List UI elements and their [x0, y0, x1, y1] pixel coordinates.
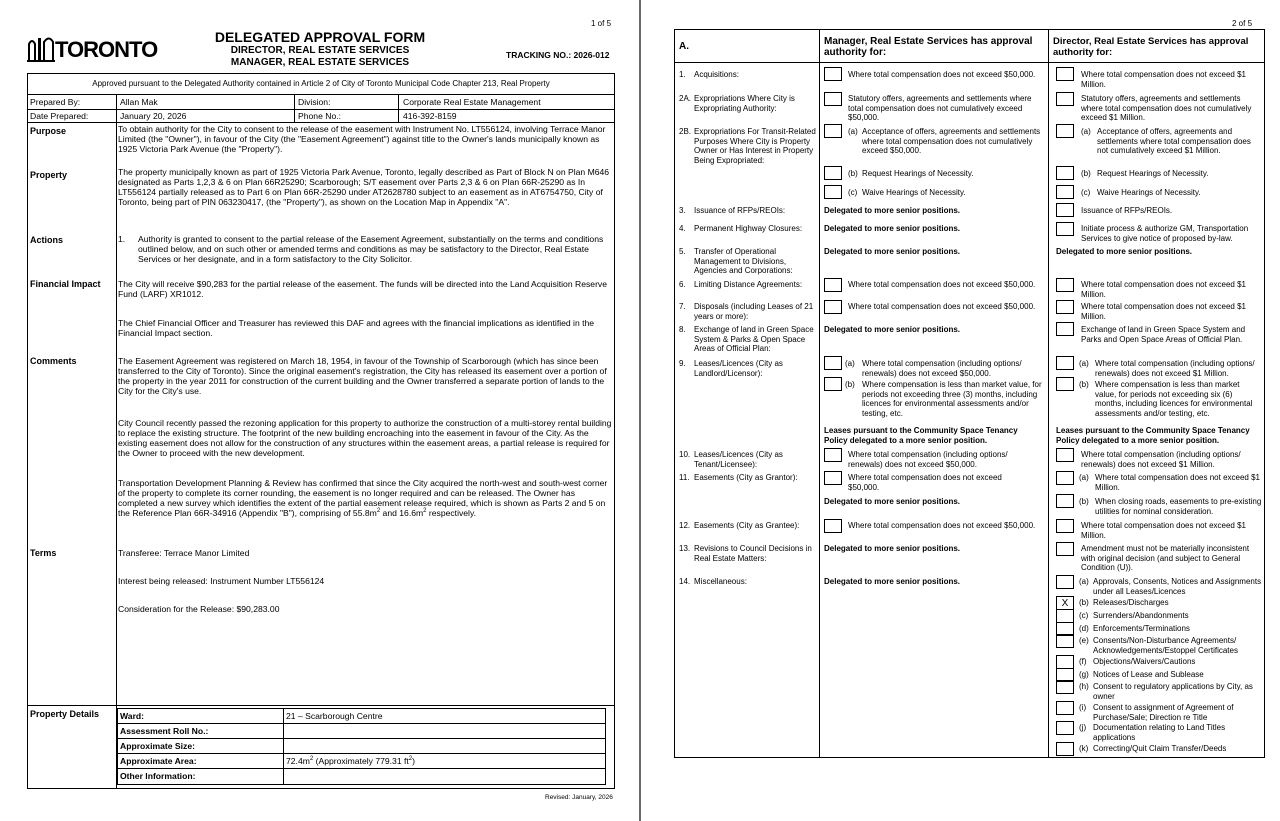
page-number: 1 of 5 [591, 19, 612, 28]
director-checkbox-2a[interactable] [1056, 92, 1074, 106]
manager-checkbox-2a[interactable] [824, 92, 842, 106]
manager-checkbox-2b-a[interactable] [824, 124, 842, 138]
misc-checkbox-e[interactable] [1056, 634, 1074, 648]
misc-checkbox-k[interactable] [1056, 742, 1074, 756]
row-2b-c-director: Waive Hearings of Necessity. [1097, 188, 1201, 197]
row-5-director-delegated: Delegated to more senior positions. [1056, 247, 1193, 256]
manager-column-header: Manager, Real Estate Services has approval authority for: [824, 36, 1033, 58]
row-2b-director-text: Acceptance of offers, agreements and settlements where total compensation does not cumulatively exceed $1 Million. [1097, 127, 1251, 155]
prepared-by-value: Allan Mak [120, 97, 158, 107]
misc-item-text: Releases/Discharges [1093, 598, 1169, 607]
row-2b-manager-text: Acceptance of offers, agreements and settlements where total compensation does not cumulatively exceed $50,000. [862, 127, 1041, 155]
row-2b-b-manager: Request Hearings of Necessity. [862, 169, 974, 178]
row-11-title: Easements (City as Grantor): [694, 473, 798, 482]
director-checkbox-9b[interactable] [1056, 377, 1074, 391]
terms-interest: Interest being released: Instrument Number LT556124 [118, 576, 325, 586]
ward-label: Ward: [120, 711, 145, 721]
row-2b-number: 2B. [679, 127, 692, 136]
date-label: Date Prepared: [30, 111, 89, 121]
row-14-manager-delegated: Delegated to more senior positions. [824, 577, 961, 586]
manager-checkbox-9a[interactable] [824, 356, 842, 370]
director-checkbox-7[interactable] [1056, 300, 1074, 314]
form-title: DELEGATED APPROVAL FORM [214, 29, 426, 45]
row-3-title: Issuance of RFPs/REOIs: [694, 206, 786, 215]
row-2b-c-manager: Waive Hearings of Necessity. [862, 188, 966, 197]
director-checkbox-10[interactable] [1056, 448, 1074, 462]
column-a-header: A. [679, 41, 689, 52]
row-9a-director-text: Where total compensation (including options/ renewals) does not exceed $1 Million. [1095, 359, 1255, 378]
misc-checkbox-c[interactable] [1056, 609, 1074, 623]
misc-item-key: (e) [1079, 636, 1089, 645]
terms-transferee: Transferee: Terrace Manor Limited [118, 548, 250, 558]
row-4-director-text: Initiate process & authorize GM, Transportation Services to give notice of proposed by-law. [1081, 224, 1249, 243]
director-column-header: Director, Real Estate Services has approval authority for: [1053, 36, 1249, 58]
director-checkbox-13[interactable] [1056, 542, 1074, 556]
prepared-by-label: Prepared By: [30, 97, 81, 107]
assessment-roll-label: Assessment Roll No.: [120, 726, 209, 736]
director-checkbox-2b-a[interactable] [1056, 124, 1074, 138]
comments-text-1: The Easement Agreement was registered on March 18, 1954, in favour of the Township of Scarborough (which has since been transferred to the City of Toronto). Since the original easement's registration, the City has released its easement over a portion of the property in the year 2011 for construction of the current building and the Owner transferred a separate portion of lands to the City for the City's use. [118, 356, 607, 396]
row-11b-director-text: When closing roads, easements to pre-existing utilities for nominal consideration. [1095, 497, 1262, 516]
row-1-number: 1. [679, 70, 686, 79]
terms-label: Terms [30, 548, 57, 558]
director-checkbox-3[interactable] [1056, 203, 1074, 217]
row-14-title: Miscellaneous: [694, 577, 747, 586]
row-9b-manager-text: Where compensation is less than market value, for periods not exceeding three (3) months, including licences for environmental assessments and/or testing, etc. [862, 380, 1042, 418]
misc-item-text: Consents/Non-Disturbance Agreements/ Acknowledgements/Estoppel Certificates [1093, 636, 1238, 655]
misc-item-text: Consent to regulatory applications by City, as owner [1093, 682, 1253, 701]
purpose-text: To obtain authority for the City to consent to the release of the easement with Instrument No. LT556124, involving Terrace Manor Limited (the "Owner"), in favour of the City (the "Easement Agreement") against title to the Owner's lands municipally known as 1925 Victoria Park Avenue (the "Property"). [118, 124, 606, 154]
director-checkbox-11a[interactable] [1056, 471, 1074, 485]
manager-checkbox-9b[interactable] [824, 377, 842, 391]
terms-consideration: Consideration for the Release: $90,283.00 [118, 604, 280, 614]
approx-area-label: Approximate Area: [120, 756, 197, 766]
manager-checkbox-6[interactable] [824, 278, 842, 292]
row-2b-title: Expropriations For Transit-Related Purposes Where City is Property Owner or Has Interest in Property Being Expropriated: [694, 127, 816, 165]
row-5-manager-delegated: Delegated to more senior positions. [824, 247, 961, 256]
manager-checkbox-2b-b[interactable] [824, 166, 842, 180]
division-value: Corporate Real Estate Management [403, 97, 541, 107]
row-8-manager-delegated: Delegated to more senior positions. [824, 325, 961, 334]
row-1-manager-text: Where total compensation does not exceed $50,000. [848, 70, 1036, 79]
misc-item-text: Correcting/Quit Claim Transfer/Deeds [1093, 744, 1227, 753]
actions-text: Authority is granted to consent to the partial release of the Easement Agreement, substantially on the terms and conditions outlined below, and on such other or amended terms and conditions as may be satisfactory to the Director, Real Estate Services or her designate, and in a form satisfactory to the City Solicitor. [138, 234, 604, 264]
misc-item-key: (f) [1079, 657, 1087, 666]
actions-label: Actions [30, 235, 64, 245]
approx-size-label: Approximate Size: [120, 741, 195, 751]
misc-checkbox-j[interactable] [1056, 721, 1074, 735]
misc-checkbox-f[interactable] [1056, 655, 1074, 669]
row-9-manager-note: Leases pursuant to the Community Space Tenancy Policy delegated to a more senior position. [824, 426, 1018, 445]
form-subtitle-manager: MANAGER, REAL ESTATE SERVICES [230, 57, 410, 68]
row-8-director-text: Exchange of land in Green Space System and Parks and Open Space Areas of Official Plan. [1081, 325, 1246, 344]
row-5-title: Transfer of Operational Management to Divisions, Agencies and Corporations: [694, 247, 793, 275]
row-11-manager-delegated: Delegated to more senior positions. [824, 497, 961, 506]
row-7-title: Disposals (including Leases of 21 years or more): [694, 302, 814, 321]
row-12-director-text: Where total compensation does not exceed $1 Million. [1081, 521, 1246, 540]
director-checkbox-4[interactable] [1056, 222, 1074, 236]
financial-impact-label: Financial Impact [30, 279, 101, 289]
property-details-label: Property Details [30, 709, 100, 719]
misc-item-key: (b) [1079, 598, 1089, 607]
form-subtitle-director: DIRECTOR, REAL ESTATE SERVICES [230, 45, 410, 56]
row-3-manager-delegated: Delegated to more senior positions. [824, 206, 961, 215]
phone-value: 416-392-8159 [403, 111, 457, 121]
row-7-director-text: Where total compensation does not exceed $1 Million. [1081, 302, 1246, 321]
director-checkbox-12[interactable] [1056, 519, 1074, 533]
row-10-manager-text: Where total compensation (including options/ renewals) does not exceed $50,000. [848, 450, 1008, 469]
misc-item-text: Notices of Lease and Sublease [1093, 670, 1204, 679]
misc-item-text: Documentation relating to Land Titles applications [1093, 723, 1226, 742]
page-1 [0, 0, 639, 821]
misc-item-key: (a) [1079, 577, 1089, 586]
row-1-title: Acquisitions: [694, 70, 739, 79]
approved-pursuant-text: Approved pursuant to the Delegated Authority contained in Article 2 of City of Toronto Municipal Code Chapter 213, Real Property [92, 79, 550, 88]
row-11a-director-text: Where total compensation does not exceed $1 Million. [1095, 473, 1260, 492]
row-2a-manager-text: Statutory offers, agreements and settlements where total compensation does not cumulatively exceed $50,000. [848, 94, 1032, 122]
financial-impact-text-1: The City will receive $90,283 for the partial release of the easement. The funds will be directed into the Land Acquisition Reserve Fund (LARF) XR1012. [118, 279, 608, 299]
director-checkbox-6[interactable] [1056, 278, 1074, 292]
city-hall-icon [27, 34, 55, 62]
property-label: Property [30, 170, 68, 180]
row-2a-number: 2A. [679, 94, 692, 103]
misc-item-key: (i) [1079, 703, 1087, 712]
comments-text-3: Transportation Development Planning & Review has confirmed that since the City acquired the north-west and south-west corner of the property to complete its corner rounding, the easement is no longer required and can be released. The Owner has completed a new survey which identifies the extent of the partial easement release required, which is shown as Parts 2 and 5 on the Reference Plan 66R-34916 (Appendix "B"), comprising of $55.8m^2$ and $16.6m^2$ respectively. [118, 478, 608, 518]
row-6-director-text: Where total compensation does not exceed $1 Million. [1081, 280, 1246, 299]
other-info-label: Other Information: [120, 771, 196, 781]
misc-checkbox-i[interactable] [1056, 701, 1074, 715]
misc-item-key: (j) [1079, 723, 1087, 732]
toronto-logo [27, 34, 158, 64]
date-value: January 20, 2026 [120, 111, 187, 121]
row-4-manager-delegated: Delegated to more senior positions. [824, 224, 961, 233]
director-checkbox-2b-b[interactable] [1056, 166, 1074, 180]
row-9-title: Leases/Licences (City as Landlord/Licensor): [694, 359, 783, 378]
row-6-title: Limiting Distance Agreements: [694, 280, 803, 289]
misc-item-key: (h) [1079, 682, 1089, 691]
manager-checkbox-7[interactable] [824, 300, 842, 314]
manager-checkbox-12[interactable] [824, 519, 842, 533]
misc-item-key: (c) [1079, 611, 1089, 620]
misc-item-text: Enforcements/Terminations [1093, 624, 1190, 633]
director-checkbox-1[interactable] [1056, 67, 1074, 81]
ward-value: 21 – Scarborough Centre [286, 711, 383, 721]
row-13-director-text: Amendment must not be materially inconsistent with original decision (and subject to General Condition (U)). [1081, 544, 1250, 572]
row-12-manager-text: Where total compensation does not exceed $50,000. [848, 521, 1036, 530]
row-4-title: Permanent Highway Closures: [694, 224, 803, 233]
misc-item-text: Consent to assignment of Agreement of Purchase/Sale; Direction re Title [1093, 703, 1234, 722]
division-label: Division: [298, 97, 331, 107]
row-9b-director-text: Where compensation is less than market value, for periods not exceeding six (6) months, including licences for environmental assessments and/or testing, etc. [1095, 380, 1253, 418]
row-2b-b-director: Request Hearings of Necessity. [1097, 169, 1209, 178]
row-2a-title: Expropriations Where City is Expropriating Authority: [694, 94, 795, 113]
manager-checkbox-10[interactable] [824, 448, 842, 462]
row-2a-director-text: Statutory offers, agreements and settlements where total compensation does not cumulatively exceed $1 Million. [1081, 94, 1252, 122]
comments-text-2: City Council recently passed the rezoning application for this property to authorize the construction of a multi-storey rental building to replace the existing structure. The footprint of the new building encroaching into the easement in favour of the City. As the existing easement does not allow for the construction of any structures within the easement areas, a partial release is required for the Owner to proceed with the new development. [118, 418, 612, 458]
misc-checkbox-a[interactable] [1056, 575, 1074, 589]
misc-checkbox-h[interactable] [1056, 680, 1074, 694]
manager-checkbox-1[interactable] [824, 67, 842, 81]
misc-item-key: (g) [1079, 670, 1089, 679]
misc-item-key: (d) [1079, 624, 1089, 633]
row-1-director-text: Where total compensation does not exceed $1 Million. [1081, 70, 1246, 89]
row-7-manager-text: Where total compensation does not exceed $50,000. [848, 302, 1036, 311]
tracking-number: TRACKING NO.: 2026-012 [506, 50, 610, 60]
director-checkbox-8[interactable] [1056, 322, 1074, 336]
financial-impact-text-2: The Chief Financial Officer and Treasurer has reviewed this DAF and agrees with the financial implications as identified in the Financial Impact section. [118, 318, 595, 338]
row-10-director-text: Where total compensation (including options/ renewals) does not exceed $1 Million. [1081, 450, 1241, 469]
revised-date: Revised: January, 2026 [545, 794, 613, 801]
row-13-manager-delegated: Delegated to more senior positions. [824, 544, 961, 553]
director-checkbox-2b-c[interactable] [1056, 185, 1074, 199]
logo-wordmark: TORONTO [55, 37, 158, 62]
row-6-manager-text: Where total compensation does not exceed $50,000. [848, 280, 1036, 289]
misc-item-text: Objections/Waivers/Cautions [1093, 657, 1196, 666]
misc-item-key: (k) [1079, 744, 1089, 753]
comments-label: Comments [30, 356, 77, 366]
actions-number: 1. [118, 234, 126, 244]
row-10-title: Leases/Licences (City as Tenant/Licensee): [694, 450, 783, 469]
row-12-title: Easements (City as Grantee): [694, 521, 800, 530]
manager-checkbox-11[interactable] [824, 471, 842, 485]
row-9-director-note: Leases pursuant to the Community Space Tenancy Policy delegated to a more senior position. [1056, 426, 1250, 445]
row-3-director-text: Issuance of RFPs/REOIs. [1081, 206, 1173, 215]
approx-area-value: $72.4m^2$ (Approximately 779.31 $ft^2$) [286, 756, 415, 766]
purpose-label: Purpose [30, 126, 67, 136]
director-checkbox-11b[interactable] [1056, 494, 1074, 508]
row-8-title: Exchange of land in Green Space System & Parks & Open Space Areas of Official Plan: [694, 325, 814, 353]
row-9a-manager-text: Where total compensation (including options/ renewals) does not exceed $50,000. [862, 359, 1022, 378]
row-13-title: Revisions to Council Decisions in Real Estate Matters: [694, 544, 812, 563]
property-text: The property municipally known as part of 1925 Victoria Park Avenue, Toronto, legally described as Part of Block N on Plan M646 designated as Parts 1,2,3 & 6 on Plan 66R25290; Scarborough; S/T easement over Parts 2,3 & 6 on Plan 66R-25290 as In LT556124 partially released as to Part 6 on Plan 66R-25290 under AT2628780 subject to an easement as in AT6754750, City of Toronto, being part of PIN 063230417, (the "Property"), as shown on the Location Map in Appendix "A". [118, 167, 610, 207]
page-number-2: 2 of 5 [1232, 19, 1253, 28]
misc-checkbox-b[interactable]: X [1056, 596, 1074, 610]
misc-item-text: Surrenders/Abandonments [1093, 611, 1189, 620]
misc-item-text: Approvals, Consents, Notices and Assignments under all Leases/Licences [1093, 577, 1262, 596]
form-title-block [190, 29, 450, 69]
phone-label: Phone No.: [298, 111, 341, 121]
director-checkbox-9a[interactable] [1056, 356, 1074, 370]
row-11-manager-text: Where total compensation does not exceed $50,000. [848, 473, 1002, 492]
manager-checkbox-2b-c[interactable] [824, 185, 842, 199]
